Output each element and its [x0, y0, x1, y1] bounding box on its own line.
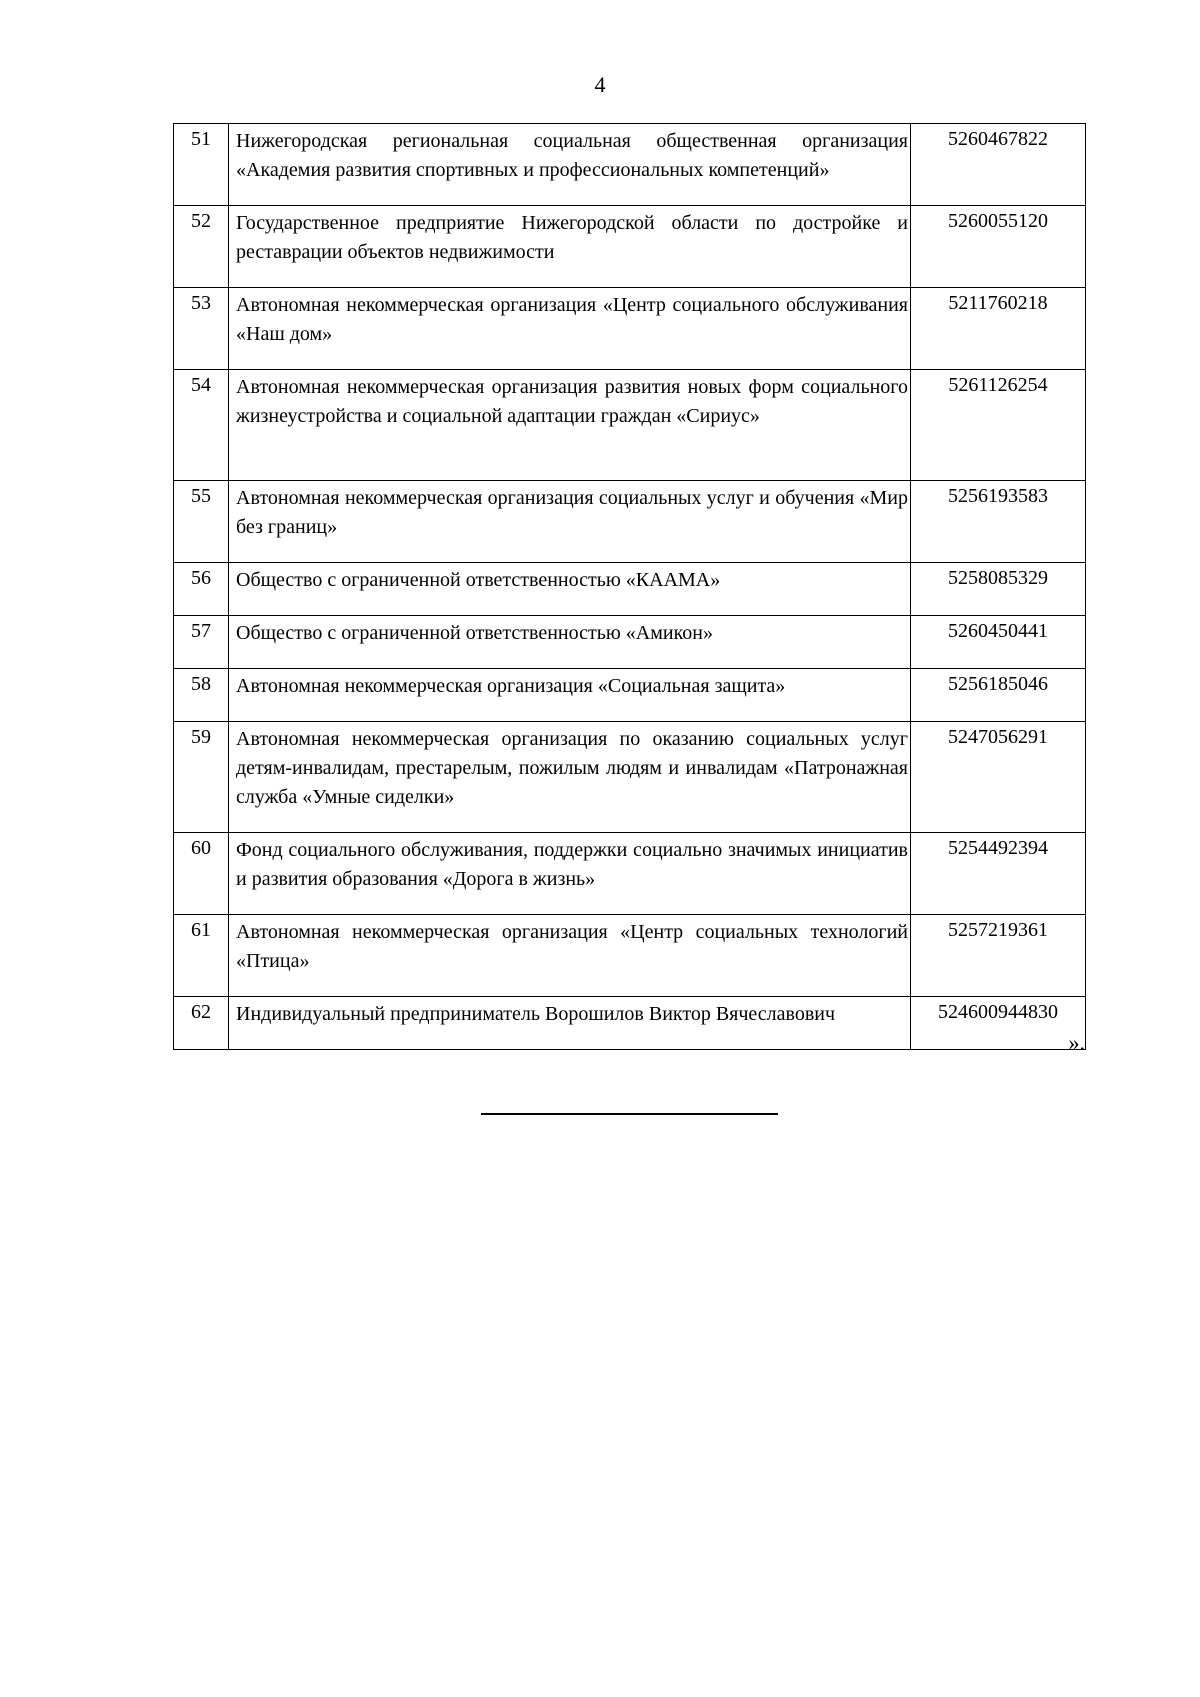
table-row — [174, 915, 1086, 997]
row-number: 56 — [174, 563, 229, 616]
organization-name: Автономная некоммерческая организация «Социальная защита» — [229, 669, 911, 722]
table-row — [174, 124, 1086, 206]
inn-number: 5254492394 — [911, 833, 1086, 915]
end-separator-line — [481, 1113, 778, 1115]
inn-number: 5260467822 — [911, 124, 1086, 206]
table-row — [174, 481, 1086, 563]
inn-number: 5257219361 — [911, 915, 1086, 997]
row-number: 59 — [174, 722, 229, 833]
inn-number: 5256193583 — [911, 481, 1086, 563]
organization-name: Автономная некоммерческая организация «Центр социального обслуживания «Наш дом» — [229, 288, 911, 370]
organization-name: Автономная некоммерческая организация развития новых форм социального жизнеустройства и социальной адаптации граждан «Сириус» — [229, 370, 911, 481]
table-row — [174, 833, 1086, 915]
row-number: 60 — [174, 833, 229, 915]
inn-number: 5260055120 — [911, 206, 1086, 288]
table-row — [174, 563, 1086, 616]
row-number: 51 — [174, 124, 229, 206]
organization-name: Общество с ограниченной ответственностью «КААМА» — [229, 563, 911, 616]
organization-name: Нижегородская региональная социальная общественная организация «Академия развития спортивных и профессиональных компетенций» — [229, 124, 911, 206]
row-number: 58 — [174, 669, 229, 722]
inn-number: 5260450441 — [911, 616, 1086, 669]
page-number: 4 — [594, 72, 606, 97]
table-row — [174, 616, 1086, 669]
row-number: 62 — [174, 997, 229, 1050]
inn-number: 5261126254 — [911, 370, 1086, 481]
table-row — [174, 206, 1086, 288]
organization-name: Автономная некоммерческая организация по оказанию социальных услуг детям-инвалидам, престарелым, пожилым людям и инвалидам «Патронажная служба «Умные сиделки» — [229, 722, 911, 833]
row-number: 52 — [174, 206, 229, 288]
table-row — [174, 669, 1086, 722]
organization-name: Фонд социального обслуживания, поддержки социально значимых инициатив и развития образования «Дорога в жизнь» — [229, 833, 911, 915]
organization-name: Индивидуальный предприниматель Ворошилов Виктор Вячеславович — [229, 997, 911, 1050]
organization-name: Государственное предприятие Нижегородской области по достройке и реставрации объектов недвижимости — [229, 206, 911, 288]
organization-name: Общество с ограниченной ответственностью «Амикон» — [229, 616, 911, 669]
table-row — [174, 997, 1086, 1050]
organization-name: Автономная некоммерческая организация социальных услуг и обучения «Мир без границ» — [229, 481, 911, 563]
table-row — [174, 722, 1086, 833]
inn-number: 5211760218 — [911, 288, 1086, 370]
inn-number: 524600944830 — [911, 997, 1086, 1050]
closing-quote-mark: ». — [1068, 1030, 1085, 1055]
row-number: 55 — [174, 481, 229, 563]
organizations-table — [173, 123, 1086, 1050]
inn-number: 5256185046 — [911, 669, 1086, 722]
inn-number: 5247056291 — [911, 722, 1086, 833]
organization-name: Автономная некоммерческая организация «Центр социальных технологий «Птица» — [229, 915, 911, 997]
row-number: 57 — [174, 616, 229, 669]
inn-number: 5258085329 — [911, 563, 1086, 616]
table-row — [174, 288, 1086, 370]
table-row — [174, 370, 1086, 481]
row-number: 61 — [174, 915, 229, 997]
row-number: 53 — [174, 288, 229, 370]
row-number: 54 — [174, 370, 229, 481]
